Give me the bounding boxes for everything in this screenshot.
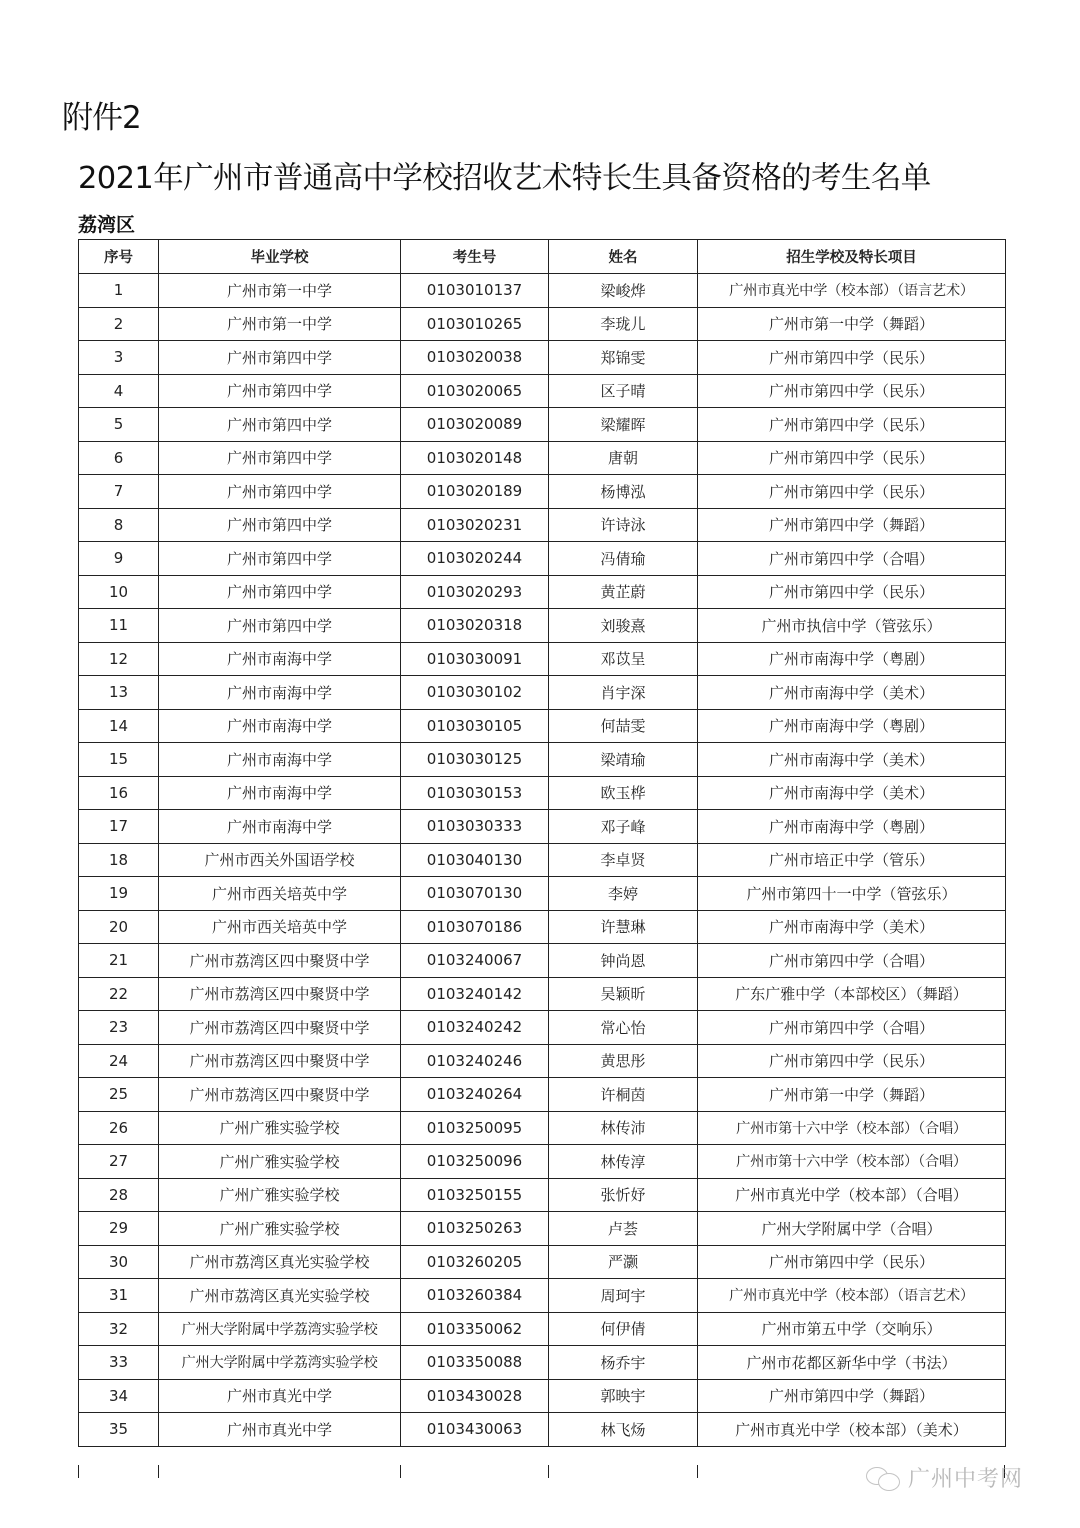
cell-admission-school: 广州市第四中学（民乐） — [698, 441, 1006, 475]
table-row — [79, 274, 1006, 308]
cell-graduation-school: 广州广雅实验学校 — [159, 1212, 401, 1246]
cell-index: 19 — [79, 877, 159, 911]
cell-name: 李婷 — [549, 877, 698, 911]
cell-graduation-school: 广州市第四中学 — [159, 408, 401, 442]
cell-graduation-school: 广州市荔湾区四中聚贤中学 — [159, 977, 401, 1011]
cell-graduation-school: 广州市荔湾区真光实验学校 — [159, 1245, 401, 1279]
table-continuation-line — [400, 1465, 401, 1478]
cell-admission-school: 广州大学附属中学（合唱） — [698, 1212, 1006, 1246]
table-row — [79, 609, 1006, 643]
cell-admission-school: 广州市第四中学（合唱） — [698, 1011, 1006, 1045]
cell-admission-school: 广州市第四中学（民乐） — [698, 341, 1006, 375]
candidate-table — [78, 239, 1006, 1447]
table-row — [79, 1044, 1006, 1078]
cell-name: 唐朝 — [549, 441, 698, 475]
cell-exam-number: 0103240242 — [401, 1011, 549, 1045]
cell-index: 11 — [79, 609, 159, 643]
cell-exam-number: 0103250263 — [401, 1212, 549, 1246]
cell-admission-school: 广州市南海中学（美术） — [698, 676, 1006, 710]
cell-admission-school: 广州市第四中学（合唱） — [698, 542, 1006, 576]
cell-exam-number: 0103030125 — [401, 743, 549, 777]
cell-exam-number: 0103350062 — [401, 1312, 549, 1346]
cell-exam-number: 0103020038 — [401, 341, 549, 375]
cell-index: 26 — [79, 1111, 159, 1145]
cell-graduation-school: 广州大学附属中学荔湾实验学校 — [159, 1312, 401, 1346]
cell-graduation-school: 广州市第四中学 — [159, 374, 401, 408]
cell-index: 17 — [79, 810, 159, 844]
cell-name: 何喆雯 — [549, 709, 698, 743]
cell-index: 9 — [79, 542, 159, 576]
cell-graduation-school: 广州广雅实验学校 — [159, 1145, 401, 1179]
cell-index: 16 — [79, 776, 159, 810]
cell-admission-school: 广州市培正中学（管乐） — [698, 843, 1006, 877]
table-continuation-line — [697, 1465, 698, 1478]
cell-exam-number: 0103020231 — [401, 508, 549, 542]
cell-exam-number: 0103430028 — [401, 1379, 549, 1413]
cell-name: 许慧琳 — [549, 910, 698, 944]
cell-exam-number: 0103020244 — [401, 542, 549, 576]
table-row — [79, 977, 1006, 1011]
cell-admission-school: 广州市第四中学（民乐） — [698, 475, 1006, 509]
cell-graduation-school: 广州市荔湾区四中聚贤中学 — [159, 1078, 401, 1112]
cell-admission-school: 广州市南海中学（粤剧） — [698, 709, 1006, 743]
cell-exam-number: 0103430063 — [401, 1413, 549, 1447]
cell-name: 李卓贤 — [549, 843, 698, 877]
cell-name: 李珑儿 — [549, 307, 698, 341]
cell-graduation-school: 广州市南海中学 — [159, 676, 401, 710]
cell-name: 刘骏熹 — [549, 609, 698, 643]
header-index: 序号 — [79, 240, 159, 274]
cell-name: 梁耀晖 — [549, 408, 698, 442]
cell-graduation-school: 广州市第四中学 — [159, 441, 401, 475]
cell-graduation-school: 广州市第一中学 — [159, 307, 401, 341]
cell-admission-school: 广州市南海中学（粤剧） — [698, 642, 1006, 676]
cell-name: 肖宇深 — [549, 676, 698, 710]
cell-index: 10 — [79, 575, 159, 609]
cell-index: 7 — [79, 475, 159, 509]
cell-admission-school: 广州市第四中学（合唱） — [698, 944, 1006, 978]
table-row — [79, 341, 1006, 375]
cell-admission-school: 广州市第四十一中学（管弦乐） — [698, 877, 1006, 911]
cell-name: 黄思彤 — [549, 1044, 698, 1078]
cell-name: 许诗泳 — [549, 508, 698, 542]
cell-name: 郑锦雯 — [549, 341, 698, 375]
table-row — [79, 1178, 1006, 1212]
cell-exam-number: 0103020189 — [401, 475, 549, 509]
table-row — [79, 810, 1006, 844]
table-row — [79, 1078, 1006, 1112]
cell-index: 27 — [79, 1145, 159, 1179]
cell-index: 13 — [79, 676, 159, 710]
cell-exam-number: 0103020318 — [401, 609, 549, 643]
cell-name: 林传淳 — [549, 1145, 698, 1179]
cell-exam-number: 0103250095 — [401, 1111, 549, 1145]
cell-name: 冯倩瑜 — [549, 542, 698, 576]
cell-exam-number: 0103070186 — [401, 910, 549, 944]
cell-name: 常心怡 — [549, 1011, 698, 1045]
cell-graduation-school: 广州市第四中学 — [159, 475, 401, 509]
cell-graduation-school: 广州市西关外国语学校 — [159, 843, 401, 877]
cell-exam-number: 0103350088 — [401, 1346, 549, 1380]
table-continuation-line — [78, 1465, 79, 1478]
cell-admission-school: 广东广雅中学（本部校区）（舞蹈） — [698, 977, 1006, 1011]
cell-index: 18 — [79, 843, 159, 877]
cell-name: 邓子峰 — [549, 810, 698, 844]
cell-index: 6 — [79, 441, 159, 475]
cell-index: 33 — [79, 1346, 159, 1380]
cell-name: 林飞炀 — [549, 1413, 698, 1447]
cell-name: 吴颖昕 — [549, 977, 698, 1011]
cell-exam-number: 0103070130 — [401, 877, 549, 911]
cell-name: 邓苡呈 — [549, 642, 698, 676]
table-row — [79, 1413, 1006, 1447]
cell-name: 钟尚恩 — [549, 944, 698, 978]
table-row — [79, 944, 1006, 978]
cell-graduation-school: 广州市荔湾区四中聚贤中学 — [159, 944, 401, 978]
cell-graduation-school: 广州市南海中学 — [159, 810, 401, 844]
cell-exam-number: 0103020089 — [401, 408, 549, 442]
cell-admission-school: 广州市花都区新华中学（书法） — [698, 1346, 1006, 1380]
table-row — [79, 709, 1006, 743]
cell-graduation-school: 广州市荔湾区四中聚贤中学 — [159, 1011, 401, 1045]
cell-index: 30 — [79, 1245, 159, 1279]
cell-graduation-school: 广州市西关培英中学 — [159, 910, 401, 944]
table-continuation-line — [548, 1465, 549, 1478]
table-row — [79, 910, 1006, 944]
cell-graduation-school: 广州市第四中学 — [159, 341, 401, 375]
watermark-text: 广州中考网 — [908, 1467, 1024, 1492]
cell-index: 25 — [79, 1078, 159, 1112]
cell-index: 20 — [79, 910, 159, 944]
table-row — [79, 374, 1006, 408]
cell-admission-school: 广州市第四中学（舞蹈） — [698, 508, 1006, 542]
cell-exam-number: 0103020293 — [401, 575, 549, 609]
cell-admission-school: 广州市第四中学（民乐） — [698, 1044, 1006, 1078]
cell-index: 34 — [79, 1379, 159, 1413]
cell-exam-number: 0103030091 — [401, 642, 549, 676]
table-continuation-line — [158, 1465, 159, 1478]
table-header-row — [79, 240, 1006, 274]
table-row — [79, 307, 1006, 341]
cell-exam-number: 0103240142 — [401, 977, 549, 1011]
cell-exam-number: 0103030333 — [401, 810, 549, 844]
cell-name: 张忻妤 — [549, 1178, 698, 1212]
table-row — [79, 542, 1006, 576]
cell-index: 3 — [79, 341, 159, 375]
wechat-icon — [866, 1465, 902, 1491]
watermark — [866, 1462, 1023, 1493]
table-row — [79, 408, 1006, 442]
cell-name: 欧玉桦 — [549, 776, 698, 810]
cell-index: 1 — [79, 274, 159, 308]
cell-exam-number: 0103240067 — [401, 944, 549, 978]
cell-admission-school: 广州市第四中学（舞蹈） — [698, 1379, 1006, 1413]
cell-admission-school: 广州市第十六中学（校本部）（合唱） — [698, 1145, 1006, 1179]
cell-name: 杨乔宇 — [549, 1346, 698, 1380]
cell-graduation-school: 广州市真光中学 — [159, 1379, 401, 1413]
cell-index: 15 — [79, 743, 159, 777]
cell-graduation-school: 广州大学附属中学荔湾实验学校 — [159, 1346, 401, 1380]
cell-exam-number: 0103010265 — [401, 307, 549, 341]
cell-index: 29 — [79, 1212, 159, 1246]
cell-graduation-school: 广州市南海中学 — [159, 709, 401, 743]
cell-graduation-school: 广州广雅实验学校 — [159, 1178, 401, 1212]
cell-graduation-school: 广州市西关培英中学 — [159, 877, 401, 911]
cell-graduation-school: 广州市第四中学 — [159, 508, 401, 542]
table-row — [79, 1245, 1006, 1279]
header-name: 姓名 — [549, 240, 698, 274]
cell-admission-school: 广州市第一中学（舞蹈） — [698, 1078, 1006, 1112]
header-admission-school: 招生学校及特长项目 — [698, 240, 1006, 274]
cell-exam-number: 0103040130 — [401, 843, 549, 877]
table-row — [79, 441, 1006, 475]
cell-admission-school: 广州市南海中学（粤剧） — [698, 810, 1006, 844]
cell-exam-number: 0103020065 — [401, 374, 549, 408]
cell-graduation-school: 广州市南海中学 — [159, 743, 401, 777]
cell-name: 何伊倩 — [549, 1312, 698, 1346]
cell-name: 林传沛 — [549, 1111, 698, 1145]
cell-exam-number: 0103240246 — [401, 1044, 549, 1078]
cell-admission-school: 广州市真光中学（校本部）（美术） — [698, 1413, 1006, 1447]
cell-index: 21 — [79, 944, 159, 978]
district-heading: 荔湾区 — [78, 214, 136, 236]
cell-exam-number: 0103010137 — [401, 274, 549, 308]
cell-index: 2 — [79, 307, 159, 341]
table-row — [79, 642, 1006, 676]
cell-admission-school: 广州市第四中学（民乐） — [698, 575, 1006, 609]
document-title: 2021年广州市普通高中学校招收艺术特长生具备资格的考生名单 — [78, 161, 931, 196]
cell-name: 郭映宇 — [549, 1379, 698, 1413]
table-row — [79, 676, 1006, 710]
table-row — [79, 475, 1006, 509]
header-exam-number: 考生号 — [401, 240, 549, 274]
table-row — [79, 1145, 1006, 1179]
cell-exam-number: 0103030102 — [401, 676, 549, 710]
cell-name: 周珂宇 — [549, 1279, 698, 1313]
cell-name: 黄芷蔚 — [549, 575, 698, 609]
cell-graduation-school: 广州市第四中学 — [159, 609, 401, 643]
cell-graduation-school: 广州市真光中学 — [159, 1413, 401, 1447]
cell-index: 22 — [79, 977, 159, 1011]
cell-admission-school: 广州市真光中学（校本部）（语言艺术） — [698, 1279, 1006, 1313]
table-body — [79, 274, 1006, 1447]
cell-name: 杨博泓 — [549, 475, 698, 509]
cell-index: 5 — [79, 408, 159, 442]
cell-index: 32 — [79, 1312, 159, 1346]
cell-name: 梁靖瑜 — [549, 743, 698, 777]
cell-exam-number: 0103020148 — [401, 441, 549, 475]
cell-admission-school: 广州市南海中学（美术） — [698, 743, 1006, 777]
table-row — [79, 508, 1006, 542]
cell-index: 14 — [79, 709, 159, 743]
cell-admission-school: 广州市第十六中学（校本部）（合唱） — [698, 1111, 1006, 1145]
cell-index: 28 — [79, 1178, 159, 1212]
cell-exam-number: 0103260205 — [401, 1245, 549, 1279]
cell-name: 卢荟 — [549, 1212, 698, 1246]
cell-exam-number: 0103030153 — [401, 776, 549, 810]
cell-admission-school: 广州市执信中学（管弦乐） — [698, 609, 1006, 643]
table-row — [79, 1346, 1006, 1380]
cell-index: 12 — [79, 642, 159, 676]
header-graduation-school: 毕业学校 — [159, 240, 401, 274]
cell-index: 24 — [79, 1044, 159, 1078]
cell-admission-school: 广州市第五中学（交响乐） — [698, 1312, 1006, 1346]
cell-admission-school: 广州市南海中学（美术） — [698, 776, 1006, 810]
table-row — [79, 1011, 1006, 1045]
cell-index: 4 — [79, 374, 159, 408]
cell-index: 35 — [79, 1413, 159, 1447]
cell-name: 许桐茵 — [549, 1078, 698, 1112]
table-row — [79, 1212, 1006, 1246]
cell-admission-school: 广州市真光中学（校本部）（合唱） — [698, 1178, 1006, 1212]
table-row — [79, 743, 1006, 777]
table-row — [79, 877, 1006, 911]
table-row — [79, 1379, 1006, 1413]
cell-index: 31 — [79, 1279, 159, 1313]
cell-admission-school: 广州市第四中学（民乐） — [698, 408, 1006, 442]
cell-graduation-school: 广州市南海中学 — [159, 642, 401, 676]
attachment-label: 附件2 — [62, 100, 141, 136]
cell-exam-number: 0103250096 — [401, 1145, 549, 1179]
cell-exam-number: 0103030105 — [401, 709, 549, 743]
table-row — [79, 1111, 1006, 1145]
table-row — [79, 776, 1006, 810]
cell-graduation-school: 广州市第四中学 — [159, 542, 401, 576]
table-row — [79, 1312, 1006, 1346]
cell-graduation-school: 广州市荔湾区四中聚贤中学 — [159, 1044, 401, 1078]
cell-name: 梁峻烨 — [549, 274, 698, 308]
cell-index: 23 — [79, 1011, 159, 1045]
cell-admission-school: 广州市南海中学（美术） — [698, 910, 1006, 944]
cell-index: 8 — [79, 508, 159, 542]
cell-admission-school: 广州市第四中学（民乐） — [698, 1245, 1006, 1279]
cell-admission-school: 广州市真光中学（校本部）（语言艺术） — [698, 274, 1006, 308]
cell-exam-number: 0103250155 — [401, 1178, 549, 1212]
cell-admission-school: 广州市第一中学（舞蹈） — [698, 307, 1006, 341]
table-row — [79, 843, 1006, 877]
cell-graduation-school: 广州市南海中学 — [159, 776, 401, 810]
cell-exam-number: 0103240264 — [401, 1078, 549, 1112]
cell-graduation-school: 广州市第四中学 — [159, 575, 401, 609]
cell-name: 严灏 — [549, 1245, 698, 1279]
cell-exam-number: 0103260384 — [401, 1279, 549, 1313]
cell-admission-school: 广州市第四中学（民乐） — [698, 374, 1006, 408]
cell-graduation-school: 广州市荔湾区真光实验学校 — [159, 1279, 401, 1313]
cell-graduation-school: 广州广雅实验学校 — [159, 1111, 401, 1145]
cell-name: 区子晴 — [549, 374, 698, 408]
table-row — [79, 1279, 1006, 1313]
table-row — [79, 575, 1006, 609]
cell-graduation-school: 广州市第一中学 — [159, 274, 401, 308]
